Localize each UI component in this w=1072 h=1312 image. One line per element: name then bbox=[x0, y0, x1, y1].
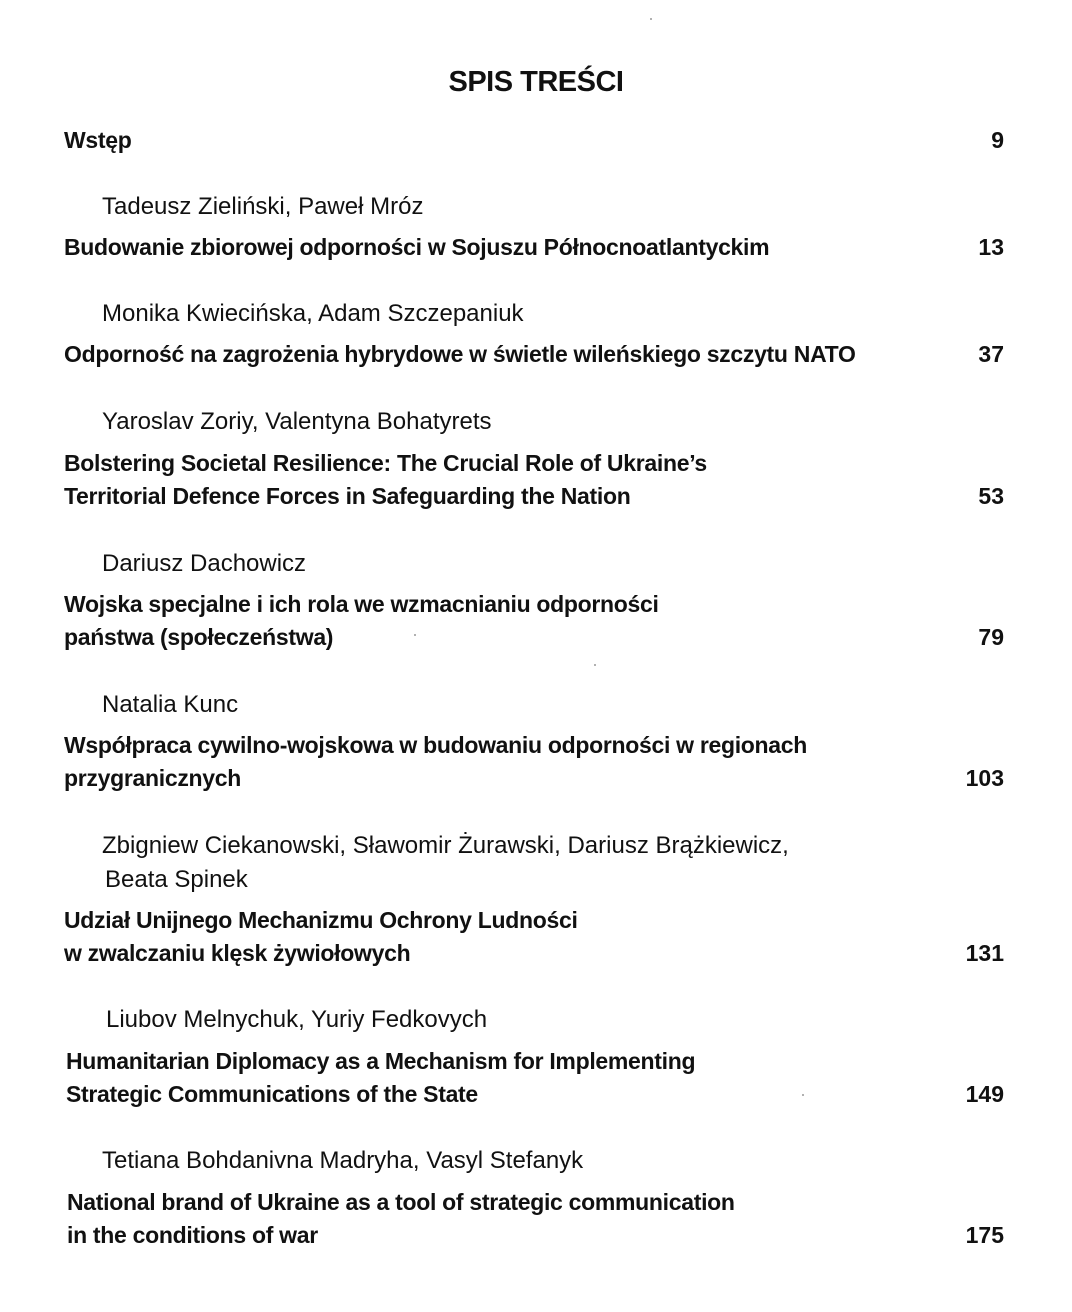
entry-title: Wojska specjalne i ich rola we wzmacnianiu odporności państwa (społeczeństwa) bbox=[64, 591, 659, 650]
entry-page-number: 175 bbox=[965, 1222, 1004, 1248]
entry-title: Bolstering Societal Resilience: The Crucial Role of Ukraine’s Territorial Defence Forces in Safeguarding the Nation bbox=[64, 450, 707, 509]
entry-authors: Tetiana Bohdanivna Madryha, Vasyl Stefanyk bbox=[102, 1147, 584, 1174]
page-title: SPIS TREŚCI bbox=[448, 66, 624, 98]
entry-page-number: 37 bbox=[978, 341, 1004, 367]
entry-title: National brand of Ukraine as a tool of strategic communication in the conditions of war bbox=[67, 1189, 735, 1248]
entry-page-number: 79 bbox=[978, 624, 1004, 650]
entry-page-number: 131 bbox=[965, 940, 1004, 966]
entry-authors: Liubov Melnychuk, Yuriy Fedkovych bbox=[106, 1006, 488, 1033]
entry-authors: Tadeusz Zieliński, Paweł Mróz bbox=[102, 193, 424, 220]
scan-speck bbox=[650, 18, 652, 20]
entry-title: Budowanie zbiorowej odporności w Sojuszu Północnoatlantyckim bbox=[64, 234, 770, 260]
entry-authors: Zbigniew Ciekanowski, Sławomir Żurawski, Dariusz Brążkiewicz, Beata Spinek bbox=[102, 832, 789, 893]
entry-title: Odporność na zagrożenia hybrydowe w świetle wileńskiego szczytu NATO bbox=[64, 341, 856, 367]
entry-authors: Dariusz Dachowicz bbox=[102, 550, 307, 577]
scan-speck bbox=[594, 664, 596, 666]
scan-speck bbox=[802, 1094, 804, 1096]
entry-page-number: 53 bbox=[978, 483, 1004, 509]
entry-authors: Natalia Kunc bbox=[102, 691, 239, 718]
entry-authors: Yaroslav Zoriy, Valentyna Bohatyrets bbox=[102, 408, 492, 435]
intro-title: Wstęp bbox=[64, 127, 132, 153]
entry-page-number: 149 bbox=[965, 1081, 1004, 1107]
scan-speck bbox=[414, 634, 416, 636]
entry-page-number: 103 bbox=[965, 765, 1004, 791]
entry-authors: Monika Kwiecińska, Adam Szczepaniuk bbox=[102, 300, 524, 327]
entry-page-number: 13 bbox=[978, 234, 1004, 260]
entry-title: Humanitarian Diplomacy as a Mechanism for Implementing Strategic Communications of the State bbox=[66, 1048, 696, 1107]
entry-title: Współpraca cywilno-wojskowa w budowaniu odporności w regionach przygranicznych bbox=[64, 732, 808, 791]
entry-title: Udział Unijnego Mechanizmu Ochrony Ludności w zwalczaniu klęsk żywiołowych bbox=[64, 907, 578, 966]
intro-page-number: 9 bbox=[991, 127, 1004, 153]
